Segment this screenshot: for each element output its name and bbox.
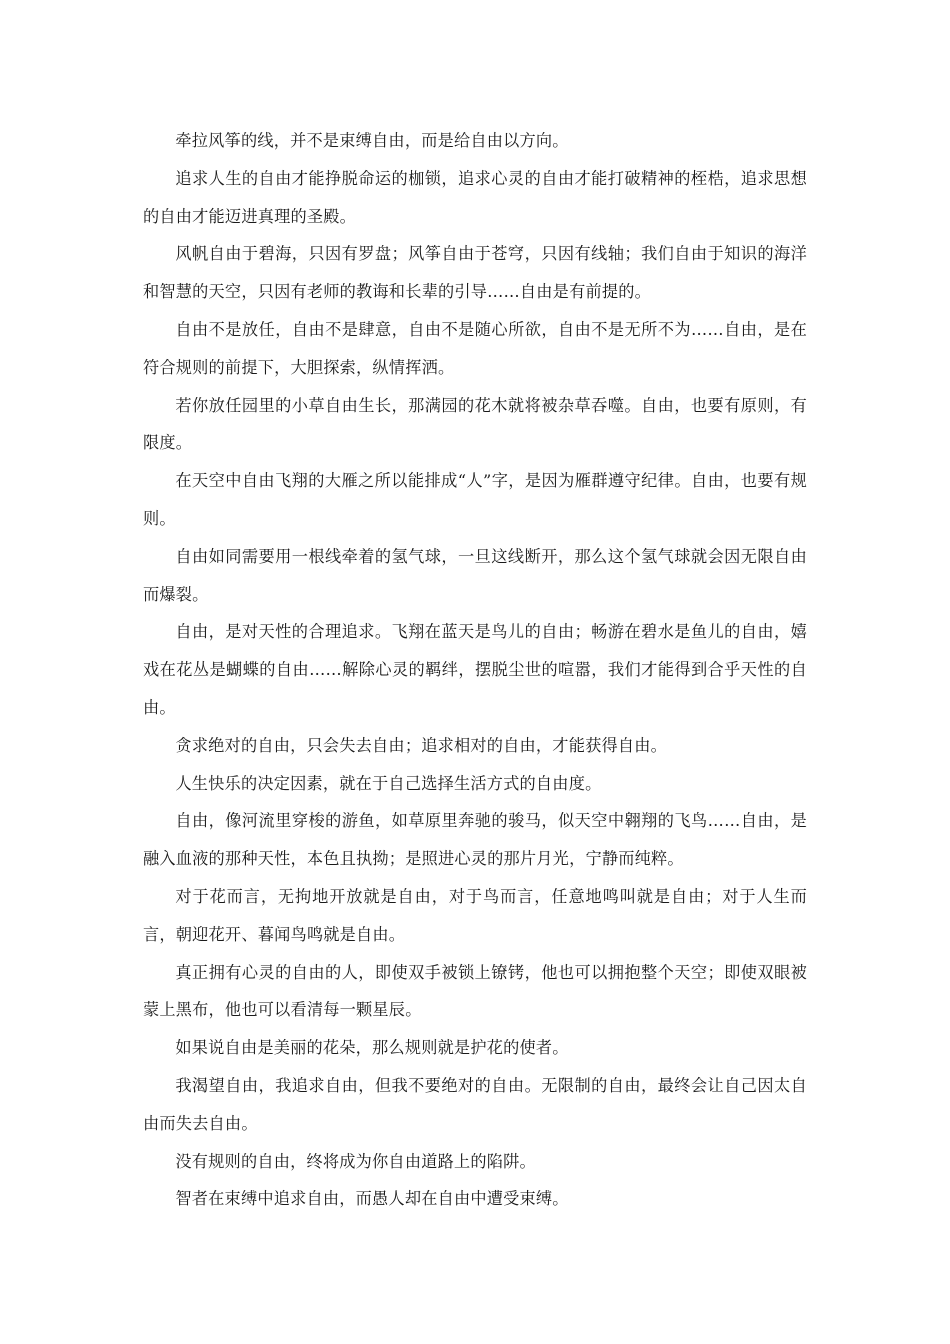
paragraph: 自由不是放任，自由不是肆意，自由不是随心所欲，自由不是无所不为……自由，是在符合规则的前提下，大胆探索，纵情挥洒。 bbox=[143, 319, 807, 377]
paragraph: 在天空中自由飞翔的大雁之所以能排成“人”字，是因为雁群遵守纪律。自由，也要有规则。 bbox=[143, 471, 807, 528]
paragraph: 风帆自由于碧海，只因有罗盘；风筝自由于苍穹，只因有线轴；我们自由于知识的海洋和智慧的天空，只因有老师的教诲和长辈的引导……自由是有前提的。 bbox=[143, 244, 807, 302]
document-body bbox=[143, 122, 807, 1218]
paragraph: 智者在束缚中追求自由，而愚人却在自由中遭受束缚。 bbox=[175, 1189, 569, 1209]
paragraph: 如果说自由是美丽的花朵，那么规则就是护花的使者。 bbox=[175, 1038, 569, 1058]
paragraph: 没有规则的自由，终将成为你自由道路上的陷阱。 bbox=[175, 1151, 536, 1171]
paragraph: 人生快乐的决定因素，就在于自己选择生活方式的自由度。 bbox=[175, 773, 602, 793]
paragraph: 牵拉风筝的线，并不是束缚自由，而是给自由以方向。 bbox=[175, 131, 569, 150]
paragraph: 真正拥有心灵的自由的人，即使双手被锁上镣铐，他也可以拥抱整个天空；即使双眼被蒙上黑布，他也可以看清每一颗星辰。 bbox=[143, 962, 807, 1020]
paragraph: 自由，是对天性的合理追求。飞翔在蓝天是鸟儿的自由；畅游在碧水是鱼儿的自由，嬉戏在花丛是蝴蝶的自由……解除心灵的羁绊，摆脱尘世的喧嚣，我们才能得到合乎天性的自由。 bbox=[143, 622, 807, 717]
paragraph: 对于花而言，无拘地开放就是自由，对于鸟而言，任意地鸣叫就是自由；对于人生而言，朝迎花开、暮闻鸟鸣就是自由。 bbox=[143, 886, 807, 944]
paragraph: 自由如同需要用一根线牵着的氢气球，一旦这线断开，那么这个氢气球就会因无限自由而爆裂。 bbox=[143, 546, 807, 604]
paragraph: 我渴望自由，我追求自由，但我不要绝对的自由。无限制的自由，最终会让自己因太自由而失去自由。 bbox=[143, 1075, 807, 1133]
paragraph: 若你放任园里的小草自由生长，那满园的花木就将被杂草吞噬。自由，也要有原则，有限度。 bbox=[143, 395, 807, 453]
paragraph: 自由，像河流里穿梭的游鱼，如草原里奔驰的骏马，似天空中翱翔的飞鸟……自由，是融入血液的那种天性，本色且执拗；是照进心灵的那片月光，宁静而纯粹。 bbox=[143, 811, 807, 869]
paragraph: 追求人生的自由才能挣脱命运的枷锁，追求心灵的自由才能打破精神的桎梏，追求思想的自由才能迈进真理的圣殿。 bbox=[143, 168, 807, 226]
paragraph: 贪求绝对的自由，只会失去自由；追求相对的自由，才能获得自由。 bbox=[175, 735, 668, 755]
